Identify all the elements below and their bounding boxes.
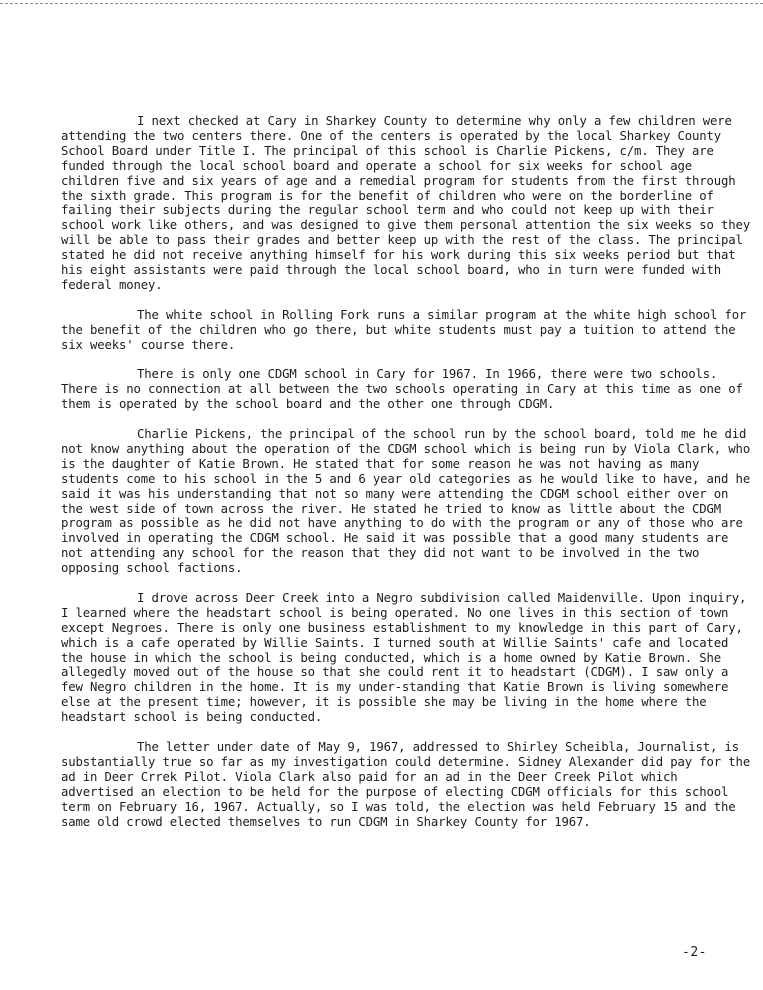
top-edge-rule [0, 3, 763, 4]
paragraph-cary-centers: I next checked at Cary in Sharkey County to determine why only a few children were attending the two centers there. One of the centers is operated by the local Sharkey County School Board under Title I. The principal of this school is Charlie Pickens, c/m. They are funded through the local school board and operate a school for six weeks for school age children five and six years of age and a remedial program for students from the first through the sixth grade. This program is for the benefit of children who were on the borderline of failing their subjects during the regular school term and who could not keep up with their school work like others, and was designed to give them personal attention the six weeks so they will be able to pass their grades and better keep up with the rest of the class. The principal stated he did not receive anything himself for his work during this six weeks period but that his eight assistants were paid through the local school board, who in turn were funded with federal money. [61, 114, 751, 292]
paragraph-maidenville: I drove across Deer Creek into a Negro subdivision called Maidenville. Upon inquiry, I learned where the headstart school is being operated. No one lives in this section of town except Negroes. There is only one business establishment to my knowledge in this part of Cary, which is a cafe operated by Willie Saints. I turned south at Willie Saints' cafe and located the house in which the school is being conducted, which is a home owned by Katie Brown. She allegedly moved out of the house so that she could rent it to headstart (CDGM). I saw only a few Negro children in the home. It is my under-standing that Katie Brown is living somewhere else at the present time; however, it is possible she may be living in the home where the headstart school is being conducted. [61, 590, 747, 725]
paragraph-pickens: Charlie Pickens, the principal of the school run by the school board, told me he did not know anything about the operation of the CDGM school which is being run by Viola Clark, who is the daughter of Katie Brown. He stated that for some reason he was not having as many students come to his school in the 5 and 6 year old categories as he would like to have, and he said it was his understanding that not so many were attending the CDGM school either over on the west side of town across the river. He stated he tried to know as little about the CDGM program as possible as he did not have anything to do with the program or any of those who are involved in operating the CDGM school. He said it was possible that a good many students are not attending any school for the reason that they did not want to be involved in the two opposing school factions. [61, 426, 751, 576]
body-text [61, 114, 751, 844]
paragraph-rolling-fork: The white school in Rolling Fork runs a similar program at the white high school for the benefit of the children who go there, but white students must pay a tuition to attend the six weeks' course there. [61, 307, 747, 352]
page-number: -2- [682, 945, 707, 960]
paragraph-one-school: There is only one CDGM school in Cary for 1967. In 1966, there were two schools. There is no connection at all between the two schools operating in Cary at this time as one of them is operated by the school board and the other one through CDGM. [61, 367, 743, 412]
paragraph-letter: The letter under date of May 9, 1967, addressed to Shirley Scheibla, Journalist, is substantially true so far as my investigation could determine. Sidney Alexander did pay for the ad in Deer Crrek Pilot. Viola Clark also paid for an ad in the Deer Creek Pilot which advertised an election to be held for the purpose of electing CDGM officials for this school term on February 16, 1967. Actually, so I was told, the election was held February 15 and the same old crowd elected themselves to run CDGM in Sharkey County for 1967. [61, 739, 751, 829]
